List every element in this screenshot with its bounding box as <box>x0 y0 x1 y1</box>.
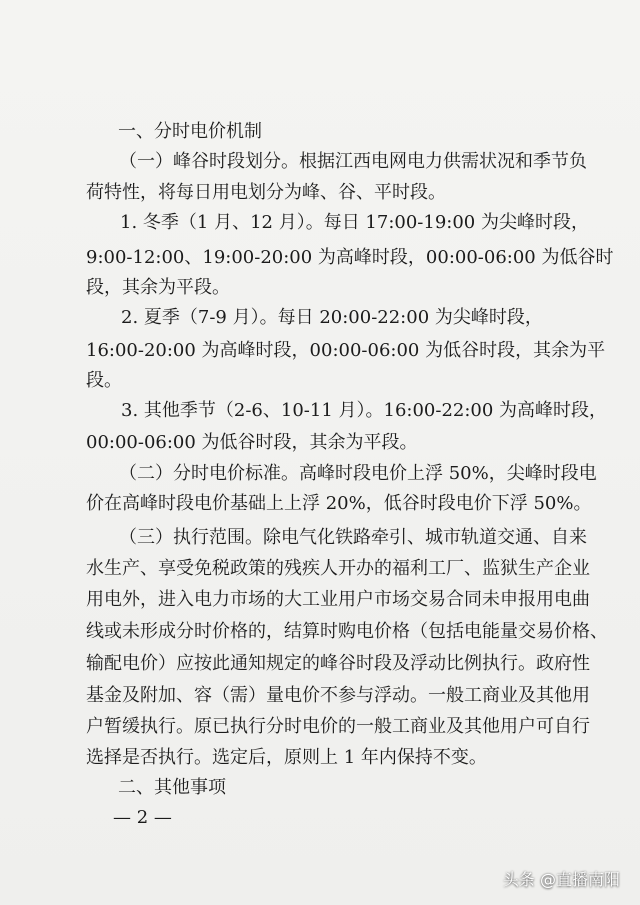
paragraph-line-8: 段。 <box>86 370 122 391</box>
paragraph-line-14: 水生产、享受免税政策的残疾人开办的福利工厂、监狱生产企业 <box>86 558 590 579</box>
paragraph-line-11: （二）分时电价标准。高峰时段电价上浮 50%，尖峰时段电 <box>119 463 597 484</box>
paragraph-line-2: 荷特性，将每日用电划分为峰、谷、平时段。 <box>86 182 446 203</box>
watermark-text: 头条 @直播南阳 <box>502 870 620 889</box>
paragraph-line-20: 选择是否执行。选定后，原则上 1 年内保持不变。 <box>86 747 487 768</box>
paragraph-line-1: （一）峰谷时段划分。根据江西电网电力供需状况和季节负 <box>119 151 587 172</box>
paragraph-line-4: 9:00-12:00、19:00-20:00 为高峰时段，00:00-06:00 为低谷时 <box>86 247 614 268</box>
paragraph-line-19: 户暂缓执行。原已执行分时电价的一般工商业及其他用户可自行 <box>86 716 590 737</box>
section-heading-1: 一、分时电价机制 <box>118 121 262 142</box>
paragraph-line-13: （三）执行范围。除电气化铁路牵引、城市轨道交通、自来 <box>119 527 587 548</box>
page-number: — 2 — <box>113 807 172 828</box>
paragraph-line-9: 3. 其他季节（2-6、10-11 月）。16:00-22:00 为高峰时段， <box>121 400 608 421</box>
paragraph-line-3: 1. 冬季（1 月、12 月）。每日 17:00-19:00 为尖峰时段， <box>120 212 589 233</box>
paragraph-line-16: 线或未形成分时价格的，结算时购电价格（包括电能量交易价格、 <box>86 621 608 642</box>
paragraph-line-12: 价在高峰时段电价基础上上浮 20%，低谷时段电价下浮 50%。 <box>86 493 592 514</box>
paragraph-line-5: 段，其余为平段。 <box>86 277 230 298</box>
paragraph-line-18: 基金及附加、容（需）量电价不参与浮动。一般工商业及其他用 <box>86 685 590 706</box>
paragraph-line-10: 00:00-06:00 为低谷时段，其余为平段。 <box>86 432 418 453</box>
paragraph-line-17: 输配电价）应按此通知规定的峰谷时段及浮动比例执行。政府性 <box>86 653 590 674</box>
paragraph-line-6: 2. 夏季（7-9 月）。每日 20:00-22:00 为尖峰时段， <box>121 307 543 328</box>
paragraph-line-15: 用电外，进入电力市场的大工业用户市场交易合同未申报用电曲 <box>86 589 590 610</box>
section-heading-2: 二、其他事项 <box>118 777 226 798</box>
paragraph-line-7: 16:00-20:00 为高峰时段，00:00-06:00 为低谷时段，其余为平 <box>86 340 606 361</box>
